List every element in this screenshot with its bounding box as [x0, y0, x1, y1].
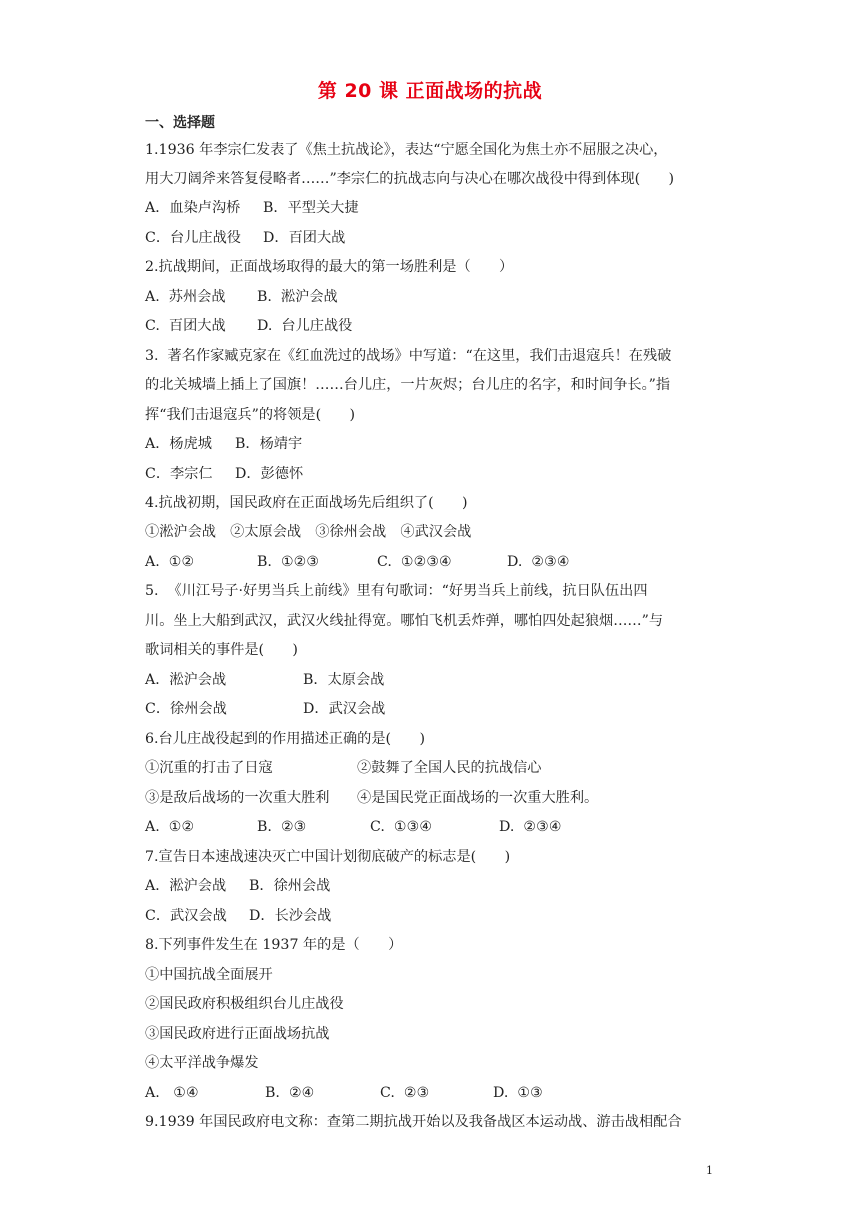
question-4-line-2: ①淞沪会战 ②太原会战 ③徐州会战 ④武汉会战	[145, 524, 472, 540]
question-5-line-2: 川。坐上大船到武汉，武汉火线扯得宽。哪怕飞机丢炸弹，哪怕四处起狼烟……”与	[145, 613, 664, 629]
question-6-line-1: 6.台儿庄战役起到的作用描述正确的是( )	[145, 731, 425, 747]
question-6-statement-1: ①沉重的打击了日寇	[145, 760, 273, 776]
question-8-statement-3: ③国民政府进行正面战场抗战	[145, 1026, 330, 1042]
question-2-option-a: A. 苏州会战	[145, 289, 226, 305]
question-8-option-a: A. ①④	[145, 1085, 199, 1101]
page-number: 1	[706, 1164, 713, 1177]
question-6-option-b: B. ②③	[257, 819, 307, 835]
question-1-option-d: D．百团大战	[263, 230, 346, 246]
question-7-line-1: 7.宣告日本速战速决灭亡中国计划彻底破产的标志是( )	[145, 849, 511, 865]
question-5-line-1: 5. 《川江号子·好男当兵上前线》里有句歌词：“好男当兵上前线，抗日队伍出四	[145, 583, 648, 599]
question-3-option-d: D．彭德怀	[235, 466, 304, 482]
question-2-option-b: B. 淞沪会战	[257, 289, 338, 305]
question-9-line-1: 9.1939 年国民政府电文称：查第二期抗战开始以及我备战区本运动战、游击战相配合	[145, 1114, 682, 1130]
question-1-line-2: 用大刀阔斧来答复侵略者……”李宗仁的抗战志向与决心在哪次战役中得到体现( )	[145, 171, 675, 187]
question-3-option-a: A．杨虎城	[145, 436, 212, 452]
question-8-line-1: 8.下列事件发生在 1937 年的是（ ）	[145, 937, 403, 953]
page-title: 第 20 课 正面战场的抗战	[317, 80, 543, 102]
question-5-line-3: 歌词相关的事件是( )	[145, 642, 298, 658]
question-6-option-a: A. ①②	[145, 819, 195, 835]
question-7-option-d: D．长沙会战	[249, 908, 332, 924]
question-1-line-1: 1.1936 年李宗仁发表了《焦土抗战论》，表达“宁愿全国化为焦土亦不屈服之决心，	[145, 142, 668, 158]
question-4-option-b: B. ①②③	[257, 554, 320, 570]
question-5-option-b: B．太原会战	[303, 672, 385, 688]
question-3-option-b: B．杨靖宇	[235, 436, 303, 452]
question-2-option-d: D. 台儿庄战役	[257, 318, 353, 334]
question-5-option-c: C．徐州会战	[145, 701, 227, 717]
question-4-option-d: D. ②③④	[507, 554, 570, 570]
question-8-option-d: D. ①③	[493, 1085, 543, 1101]
question-4-line-1: 4.抗战初期，国民政府在正面战场先后组织了( )	[145, 495, 468, 511]
question-2-line-1: 2.抗战期间，正面战场取得的最大的第一场胜利是（ ）	[145, 259, 514, 275]
question-8-option-b: B. ②④	[265, 1085, 315, 1101]
question-4-option-c: C. ①②③④	[377, 554, 452, 570]
question-4-option-a: A. ①②	[145, 554, 195, 570]
question-8-statement-2: ②国民政府积极组织台儿庄战役	[145, 996, 344, 1012]
question-1-option-c: C．台儿庄战役	[145, 230, 241, 246]
question-5-option-d: D．武汉会战	[303, 701, 386, 717]
question-7-option-a: A．淞沪会战	[145, 878, 227, 894]
question-7-option-b: B．徐州会战	[249, 878, 331, 894]
question-8-statement-4: ④太平洋战争爆发	[145, 1055, 259, 1071]
question-3-line-2: 的北关城墙上插上了国旗！……台儿庄，一片灰烬；台儿庄的名字，和时间争长。”指	[145, 377, 671, 393]
question-3-option-c: C．李宗仁	[145, 466, 213, 482]
question-6-option-d: D. ②③④	[499, 819, 562, 835]
question-3-line-1: 3. 著名作家臧克家在《红血洗过的战场》中写道：“在这里，我们击退寇兵！在残破	[145, 348, 672, 364]
question-2-option-c: C. 百团大战	[145, 318, 226, 334]
question-6-statement-2: ②鼓舞了全国人民的抗战信心	[357, 760, 542, 776]
question-3-line-3: 挥“我们击退寇兵”的将领是( )	[145, 407, 356, 423]
question-6-statement-4: ④是国民党正面战场的一次重大胜利。	[357, 790, 599, 806]
question-6-statement-3: ③是敌后战场的一次重大胜利	[145, 790, 330, 806]
question-8-option-c: C. ②③	[380, 1085, 430, 1101]
question-6-option-c: C. ①③④	[370, 819, 433, 835]
question-8-statement-1: ①中国抗战全面展开	[145, 967, 273, 983]
question-5-option-a: A．淞沪会战	[145, 672, 227, 688]
section-heading: 一、选择题	[145, 115, 215, 131]
question-7-option-c: C．武汉会战	[145, 908, 227, 924]
question-1-option-b: B．平型关大捷	[263, 200, 359, 216]
question-1-option-a: A．血染卢沟桥	[145, 200, 241, 216]
